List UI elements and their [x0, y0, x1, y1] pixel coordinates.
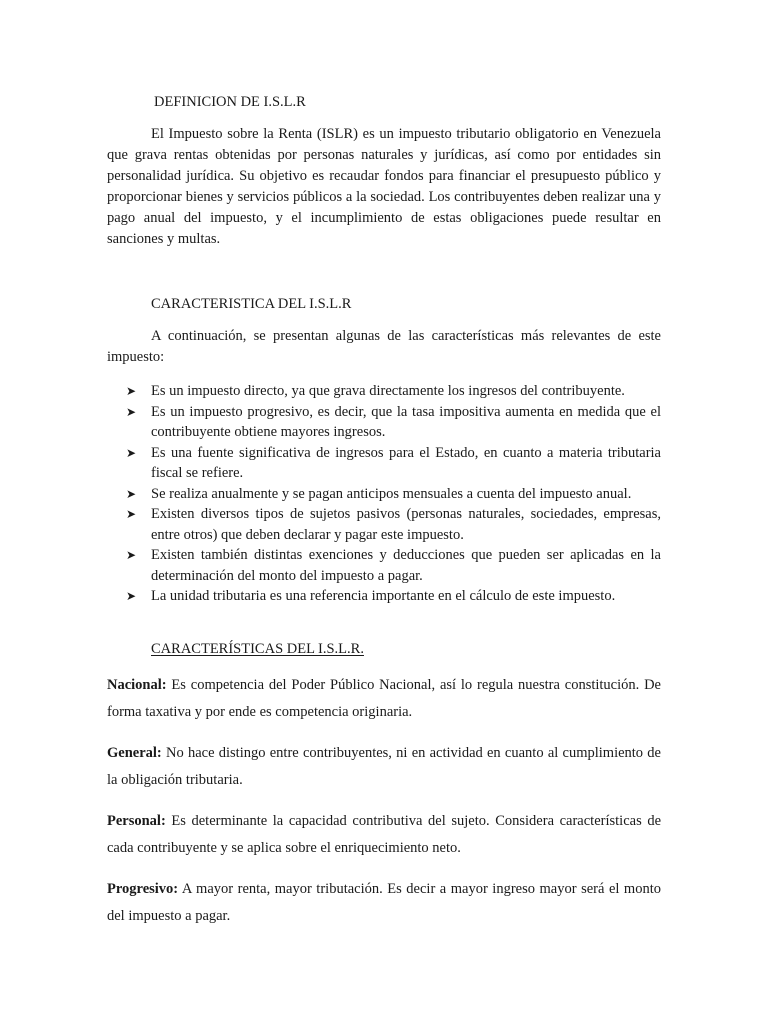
arrowhead-bullet-icon: ➤	[126, 507, 137, 521]
arrowhead-bullet-icon: ➤	[126, 445, 137, 460]
definition-term: Nacional:	[107, 676, 167, 693]
definition-text: A mayor renta, mayor tributación. Es decir a mayor ingreso mayor será el monto del impuesto a pagar.	[107, 880, 661, 924]
definition-term: Progresivo:	[107, 880, 179, 897]
arrowhead-bullet-icon: ➤	[126, 548, 137, 562]
document-body	[107, 88, 661, 930]
definition-progresivo	[107, 876, 661, 930]
heading-definicion: DEFINICION DE I.S.L.R	[154, 94, 306, 110]
definition-text: No hace distingo entre contribuyentes, ni en actividad en cuanto al cumplimiento de la obligación tributaria.	[107, 744, 661, 788]
list-item-text: Existen diversos tipos de sujetos pasivos (personas naturales, sociedades, empresas, entre otros) que deben declarar y pagar este impuesto.	[151, 506, 661, 543]
list-item	[107, 381, 661, 402]
list-item	[107, 443, 661, 484]
list-item	[107, 586, 661, 607]
definition-nacional	[107, 672, 661, 726]
paragraph-intro: A continuación, se presentan algunas de las características más relevantes de este impuesto:	[107, 328, 661, 365]
list-item-text: Se realiza anualmente y se pagan anticipos mensuales a cuenta del impuesto anual.	[151, 485, 632, 502]
definition-text: Es determinante la capacidad contributiva del sujeto. Considera características de cada contribuyente y se aplica sobre el enriquecimiento neto.	[107, 812, 661, 856]
arrowhead-bullet-icon: ➤	[126, 404, 137, 419]
list-item	[107, 545, 661, 586]
arrowhead-bullet-icon: ➤	[126, 486, 137, 501]
definition-text: Es competencia del Poder Público Nacional, así lo regula nuestra constitución. De forma taxativa y por ende es competencia originaria.	[107, 676, 661, 720]
list-item	[107, 402, 661, 443]
list-item	[107, 484, 661, 505]
list-item-text: La unidad tributaria es una referencia importante en el cálculo de este impuesto.	[151, 588, 616, 604]
heading-caracteristicas: CARACTERÍSTICAS DEL I.S.L.R.	[151, 640, 364, 657]
list-item-text: Es un impuesto progresivo, es decir, que la tasa impositiva aumenta en medida que el contribuyente obtiene mayores ingresos.	[151, 403, 661, 440]
list-item-text: Es una fuente significativa de ingresos para el Estado, en cuanto a materia tributaria fiscal se refiere.	[151, 444, 661, 481]
list-item-text: Existen también distintas exenciones y deducciones que pueden ser aplicadas en la determinación del monto del impuesto a pagar.	[151, 547, 661, 584]
paragraph-definicion: El Impuesto sobre la Renta (ISLR) es un impuesto tributario obligatorio en Venezuela que grava rentas obtenidas por personas naturales y jurídicas, así como por entidades sin personalidad jurídica. Su objetivo es recaudar fondos para financiar el presupuesto público y proporcionar bienes y servicios públicos a la sociedad. Los contribuyentes deben realizar una y pago anual del impuesto, y el incumplimiento de estas obligaciones puede resultar en sanciones y multas.	[107, 126, 661, 247]
list-item-text: Es un impuesto directo, ya que grava directamente los ingresos del contribuyente.	[151, 383, 625, 399]
characteristics-list	[107, 381, 661, 607]
heading-caracteristica: CARACTERISTICA DEL I.S.L.R	[151, 296, 352, 312]
list-item	[107, 504, 661, 545]
definition-personal	[107, 808, 661, 862]
definition-term: Personal:	[107, 812, 166, 829]
arrowhead-bullet-icon: ➤	[126, 589, 137, 603]
definition-term: General:	[107, 744, 162, 761]
arrowhead-bullet-icon: ➤	[126, 384, 137, 398]
definition-general	[107, 740, 661, 794]
